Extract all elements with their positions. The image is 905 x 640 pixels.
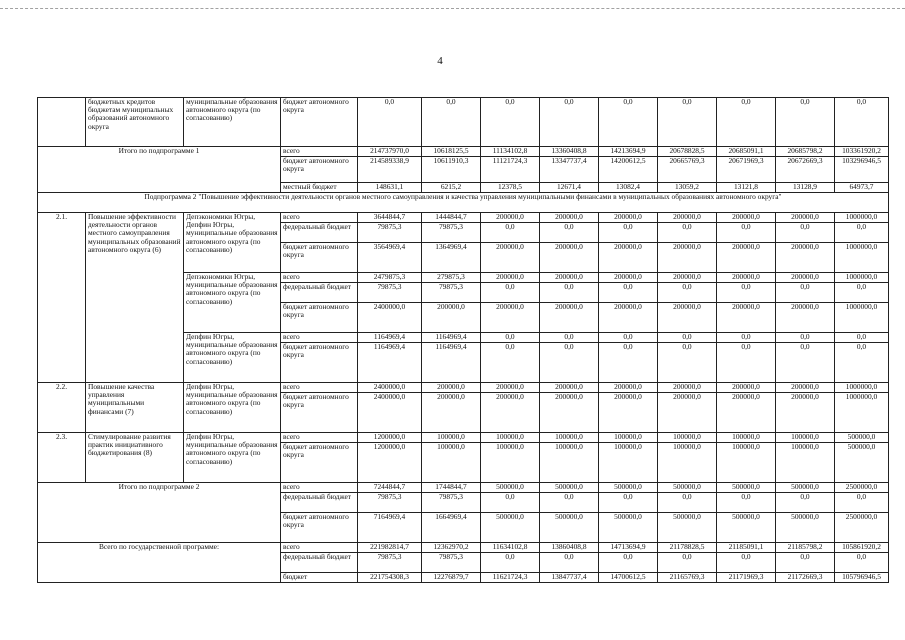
- value-cell: 200000,0: [717, 243, 776, 273]
- table-body: [38, 98, 889, 583]
- value-cell: 500000,0: [658, 513, 717, 543]
- value-cell: 200000,0: [481, 383, 540, 393]
- executor-cell: Депфин Югры, муниципальные образования автономного округа (по согласованию): [184, 383, 281, 433]
- value-cell: 14213694,9: [599, 147, 658, 157]
- value-cell: 0,0: [540, 493, 599, 513]
- value-cell: 20672669,3: [776, 157, 835, 183]
- value-cell: 12362970,2: [422, 543, 481, 553]
- value-cell: 200000,0: [540, 243, 599, 273]
- value-cell: 11634102,8: [481, 543, 540, 553]
- value-cell: 200000,0: [776, 303, 835, 333]
- value-cell: 0,0: [658, 98, 717, 147]
- index-cell: [38, 98, 86, 147]
- value-cell: 0,0: [658, 333, 717, 343]
- value-cell: 100000,0: [599, 433, 658, 443]
- value-cell: 21185798,2: [776, 543, 835, 553]
- value-cell: 200000,0: [599, 273, 658, 283]
- value-cell: 200000,0: [717, 303, 776, 333]
- value-cell: 200000,0: [599, 383, 658, 393]
- source-cell: всего: [281, 333, 358, 343]
- value-cell: 0,0: [717, 343, 776, 383]
- value-cell: 0,0: [422, 98, 481, 147]
- index-cell: 2.1.: [38, 213, 86, 383]
- value-cell: 10611910,3: [422, 157, 481, 183]
- source-cell: всего: [281, 483, 358, 493]
- value-cell: 500000,0: [717, 483, 776, 493]
- value-cell: 500000,0: [776, 483, 835, 493]
- value-cell: 200000,0: [776, 243, 835, 273]
- value-cell: 0,0: [540, 343, 599, 383]
- source-cell: бюджет: [281, 573, 358, 583]
- value-cell: 79875,3: [358, 283, 422, 303]
- value-cell: 100000,0: [599, 443, 658, 483]
- value-cell: 0,0: [717, 333, 776, 343]
- value-cell: 64973,7: [835, 183, 889, 193]
- value-cell: 3564969,4: [358, 243, 422, 273]
- value-cell: 0,0: [776, 223, 835, 243]
- table-row: [38, 213, 889, 223]
- value-cell: 0,0: [776, 333, 835, 343]
- value-cell: 1000000,0: [835, 383, 889, 393]
- value-cell: 10618125,5: [422, 147, 481, 157]
- value-cell: 14700612,5: [599, 573, 658, 583]
- source-cell: бюджет автономного округа: [281, 343, 358, 383]
- value-cell: 0,0: [481, 553, 540, 573]
- source-cell: федеральный бюджет: [281, 223, 358, 243]
- value-cell: 500000,0: [835, 433, 889, 443]
- value-cell: 2479875,3: [358, 273, 422, 283]
- table-row: [38, 433, 889, 443]
- value-cell: 200000,0: [658, 273, 717, 283]
- value-cell: 79875,3: [358, 223, 422, 243]
- value-cell: 0,0: [481, 343, 540, 383]
- value-cell: 221982814,7: [358, 543, 422, 553]
- value-cell: 1444844,7: [422, 213, 481, 223]
- value-cell: 100000,0: [422, 433, 481, 443]
- value-cell: 13121,8: [717, 183, 776, 193]
- source-cell: всего: [281, 543, 358, 553]
- value-cell: 100000,0: [658, 433, 717, 443]
- value-cell: 200000,0: [599, 243, 658, 273]
- value-cell: 200000,0: [658, 383, 717, 393]
- value-cell: 0,0: [835, 223, 889, 243]
- value-cell: 0,0: [658, 283, 717, 303]
- value-cell: 6215,2: [422, 183, 481, 193]
- value-cell: 13128,9: [776, 183, 835, 193]
- value-cell: 0,0: [717, 553, 776, 573]
- value-cell: 105861920,2: [835, 543, 889, 553]
- value-cell: 0,0: [835, 283, 889, 303]
- budget-table: [37, 97, 889, 583]
- value-cell: 1164969,4: [358, 343, 422, 383]
- value-cell: 0,0: [776, 553, 835, 573]
- value-cell: 20685798,2: [776, 147, 835, 157]
- value-cell: 200000,0: [776, 383, 835, 393]
- source-cell: всего: [281, 433, 358, 443]
- value-cell: 1664969,4: [422, 513, 481, 543]
- value-cell: 100000,0: [776, 443, 835, 483]
- value-cell: 20665769,3: [658, 157, 717, 183]
- grand-total-label-cell: Всего по государственной программе:: [38, 543, 281, 583]
- measure-name-cell: Повышение эффективности деятельности органов местного самоуправления муниципальных образований автономного округа (6): [86, 213, 184, 383]
- value-cell: 79875,3: [422, 493, 481, 513]
- value-cell: 2500000,0: [835, 513, 889, 543]
- value-cell: 200000,0: [658, 243, 717, 273]
- value-cell: 200000,0: [481, 273, 540, 283]
- value-cell: 2500000,0: [835, 483, 889, 493]
- value-cell: 200000,0: [599, 393, 658, 433]
- value-cell: 0,0: [481, 493, 540, 513]
- value-cell: 2400000,0: [358, 383, 422, 393]
- value-cell: 200000,0: [717, 383, 776, 393]
- value-cell: 7244844,7: [358, 483, 422, 493]
- subtotal-label-cell: Итого по подпрограмме 2: [38, 483, 281, 543]
- value-cell: 500000,0: [599, 483, 658, 493]
- page-number: 4: [437, 55, 443, 67]
- value-cell: 0,0: [481, 283, 540, 303]
- value-cell: 200000,0: [717, 213, 776, 223]
- table-row: [38, 383, 889, 393]
- value-cell: 200000,0: [540, 303, 599, 333]
- value-cell: 0,0: [540, 98, 599, 147]
- value-cell: 12378,5: [481, 183, 540, 193]
- value-cell: 0,0: [658, 343, 717, 383]
- value-cell: 14200612,5: [599, 157, 658, 183]
- value-cell: 105796946,5: [835, 573, 889, 583]
- value-cell: 1364969,4: [422, 243, 481, 273]
- value-cell: 100000,0: [481, 443, 540, 483]
- value-cell: 1164969,4: [358, 333, 422, 343]
- value-cell: 14713694,9: [599, 543, 658, 553]
- value-cell: 1744844,7: [422, 483, 481, 493]
- value-cell: 500000,0: [599, 513, 658, 543]
- value-cell: 200000,0: [481, 303, 540, 333]
- value-cell: 0,0: [599, 223, 658, 243]
- value-cell: 500000,0: [658, 483, 717, 493]
- table-row: [38, 98, 889, 147]
- value-cell: 200000,0: [599, 303, 658, 333]
- value-cell: 21178828,5: [658, 543, 717, 553]
- value-cell: 20671969,3: [717, 157, 776, 183]
- value-cell: 0,0: [358, 98, 422, 147]
- value-cell: 7164969,4: [358, 513, 422, 543]
- source-cell: федеральный бюджет: [281, 283, 358, 303]
- value-cell: 79875,3: [422, 553, 481, 573]
- value-cell: 221754308,3: [358, 573, 422, 583]
- value-cell: 100000,0: [776, 433, 835, 443]
- value-cell: 1000000,0: [835, 213, 889, 223]
- subprogram-banner: Подпрограмма 2 "Повышение эффективности деятельности органов местного самоуправления и качества управления муниципальными финансами в муниципальных образованиях автономного округа": [38, 193, 889, 213]
- value-cell: 12276879,7: [422, 573, 481, 583]
- value-cell: 200000,0: [422, 393, 481, 433]
- subtotal-label-cell: Итого по подпрограмме 1: [38, 147, 281, 193]
- value-cell: 500000,0: [776, 513, 835, 543]
- value-cell: 13059,2: [658, 183, 717, 193]
- value-cell: 100000,0: [717, 443, 776, 483]
- value-cell: 500000,0: [540, 483, 599, 493]
- value-cell: 0,0: [540, 283, 599, 303]
- source-cell: бюджет автономного округа: [281, 243, 358, 273]
- value-cell: 214589338,9: [358, 157, 422, 183]
- value-cell: 13347737,4: [540, 157, 599, 183]
- value-cell: 0,0: [835, 553, 889, 573]
- value-cell: 79875,3: [422, 223, 481, 243]
- value-cell: 79875,3: [358, 553, 422, 573]
- value-cell: 500000,0: [717, 513, 776, 543]
- value-cell: 1000000,0: [835, 303, 889, 333]
- value-cell: 11621724,3: [481, 573, 540, 583]
- value-cell: 100000,0: [540, 433, 599, 443]
- value-cell: 103296946,5: [835, 157, 889, 183]
- value-cell: 0,0: [540, 553, 599, 573]
- executor-cell: Депэкономики Югры, муниципальные образования автономного округа (по согласованию): [184, 273, 281, 333]
- value-cell: 0,0: [835, 333, 889, 343]
- value-cell: 0,0: [540, 333, 599, 343]
- table-row: [38, 543, 889, 553]
- value-cell: 21185091,1: [717, 543, 776, 553]
- value-cell: 21172669,3: [776, 573, 835, 583]
- value-cell: 214737970,0: [358, 147, 422, 157]
- value-cell: 1000000,0: [835, 393, 889, 433]
- value-cell: 0,0: [599, 493, 658, 513]
- value-cell: 0,0: [835, 343, 889, 383]
- value-cell: 500000,0: [835, 443, 889, 483]
- value-cell: 12671,4: [540, 183, 599, 193]
- value-cell: 0,0: [717, 283, 776, 303]
- source-cell: всего: [281, 213, 358, 223]
- value-cell: 100000,0: [540, 443, 599, 483]
- executor-cell: муниципальные образования автономного округа (по согласованию): [184, 98, 281, 147]
- source-cell: местный бюджет: [281, 183, 358, 193]
- value-cell: 200000,0: [717, 393, 776, 433]
- value-cell: 500000,0: [481, 483, 540, 493]
- index-cell: 2.2.: [38, 383, 86, 433]
- value-cell: 200000,0: [481, 393, 540, 433]
- value-cell: 200000,0: [540, 383, 599, 393]
- value-cell: 0,0: [599, 333, 658, 343]
- value-cell: 2400000,0: [358, 393, 422, 433]
- source-cell: федеральный бюджет: [281, 493, 358, 513]
- value-cell: 0,0: [776, 98, 835, 147]
- value-cell: 100000,0: [717, 433, 776, 443]
- value-cell: 1164969,4: [422, 343, 481, 383]
- source-cell: бюджет автономного округа: [281, 513, 358, 543]
- value-cell: 200000,0: [776, 393, 835, 433]
- value-cell: 0,0: [599, 283, 658, 303]
- value-cell: 1164969,4: [422, 333, 481, 343]
- value-cell: 0,0: [658, 493, 717, 513]
- value-cell: 13360408,8: [540, 147, 599, 157]
- measure-name-cell: бюджетных кредитов бюджетам муниципальных образований автономного округа: [86, 98, 184, 147]
- source-cell: бюджет автономного округа: [281, 303, 358, 333]
- value-cell: 100000,0: [658, 443, 717, 483]
- value-cell: 21165769,3: [658, 573, 717, 583]
- measure-name-cell: Стимулирование развития практик инициативного бюджетирования (8): [86, 433, 184, 483]
- source-cell: всего: [281, 147, 358, 157]
- value-cell: 1000000,0: [835, 243, 889, 273]
- source-cell: федеральный бюджет: [281, 553, 358, 573]
- value-cell: 500000,0: [540, 513, 599, 543]
- value-cell: 79875,3: [422, 283, 481, 303]
- value-cell: 0,0: [717, 493, 776, 513]
- value-cell: 0,0: [658, 223, 717, 243]
- value-cell: 0,0: [717, 98, 776, 147]
- value-cell: 200000,0: [776, 213, 835, 223]
- executor-cell: Депэкономики Югры, Депфин Югры, муниципальные образования автономного округа (по согласованию): [184, 213, 281, 273]
- value-cell: 500000,0: [481, 513, 540, 543]
- value-cell: 148631,1: [358, 183, 422, 193]
- value-cell: 200000,0: [422, 303, 481, 333]
- source-cell: всего: [281, 383, 358, 393]
- value-cell: 0,0: [658, 553, 717, 573]
- value-cell: 200000,0: [481, 243, 540, 273]
- value-cell: 200000,0: [599, 213, 658, 223]
- source-cell: бюджет автономного округа: [281, 393, 358, 433]
- value-cell: 0,0: [835, 98, 889, 147]
- value-cell: 200000,0: [481, 213, 540, 223]
- value-cell: 200000,0: [658, 393, 717, 433]
- executor-cell: Депфин Югры, муниципальные образования автономного округа (по согласованию): [184, 333, 281, 383]
- value-cell: 200000,0: [540, 393, 599, 433]
- value-cell: 200000,0: [422, 383, 481, 393]
- value-cell: 11121724,3: [481, 157, 540, 183]
- value-cell: 0,0: [835, 493, 889, 513]
- value-cell: 3644844,7: [358, 213, 422, 223]
- value-cell: 0,0: [776, 283, 835, 303]
- value-cell: 0,0: [481, 333, 540, 343]
- value-cell: 0,0: [540, 223, 599, 243]
- value-cell: 103361920,2: [835, 147, 889, 157]
- table-row: [38, 193, 889, 213]
- value-cell: 0,0: [776, 343, 835, 383]
- value-cell: 200000,0: [540, 213, 599, 223]
- value-cell: 0,0: [599, 98, 658, 147]
- value-cell: 279875,3: [422, 273, 481, 283]
- value-cell: 11134102,8: [481, 147, 540, 157]
- value-cell: 0,0: [481, 223, 540, 243]
- value-cell: 100000,0: [481, 433, 540, 443]
- value-cell: 2400000,0: [358, 303, 422, 333]
- source-cell: бюджет автономного округа: [281, 98, 358, 147]
- value-cell: 13082,4: [599, 183, 658, 193]
- value-cell: 21171969,3: [717, 573, 776, 583]
- value-cell: 20685091,1: [717, 147, 776, 157]
- value-cell: 0,0: [481, 98, 540, 147]
- value-cell: 20678828,5: [658, 147, 717, 157]
- value-cell: 200000,0: [776, 273, 835, 283]
- table-row: [38, 147, 889, 157]
- value-cell: 0,0: [776, 493, 835, 513]
- value-cell: 13860408,8: [540, 543, 599, 553]
- value-cell: 100000,0: [422, 443, 481, 483]
- value-cell: 0,0: [599, 553, 658, 573]
- value-cell: 0,0: [599, 343, 658, 383]
- source-cell: бюджет автономного округа: [281, 443, 358, 483]
- measure-name-cell: Повышение качества управления муниципальными финансами (7): [86, 383, 184, 433]
- table-row: [38, 483, 889, 493]
- source-cell: бюджет автономного округа: [281, 157, 358, 183]
- value-cell: 1200000,0: [358, 443, 422, 483]
- value-cell: 13847737,4: [540, 573, 599, 583]
- index-cell: 2.3.: [38, 433, 86, 483]
- value-cell: 200000,0: [540, 273, 599, 283]
- executor-cell: Депфин Югры, муниципальные образования автономного округа (по согласованию): [184, 433, 281, 483]
- value-cell: 79875,3: [358, 493, 422, 513]
- source-cell: всего: [281, 273, 358, 283]
- value-cell: 200000,0: [717, 273, 776, 283]
- value-cell: 1000000,0: [835, 273, 889, 283]
- value-cell: 200000,0: [658, 303, 717, 333]
- value-cell: 1200000,0: [358, 433, 422, 443]
- value-cell: 0,0: [717, 223, 776, 243]
- value-cell: 200000,0: [658, 213, 717, 223]
- scan-edge-line: [0, 8, 905, 9]
